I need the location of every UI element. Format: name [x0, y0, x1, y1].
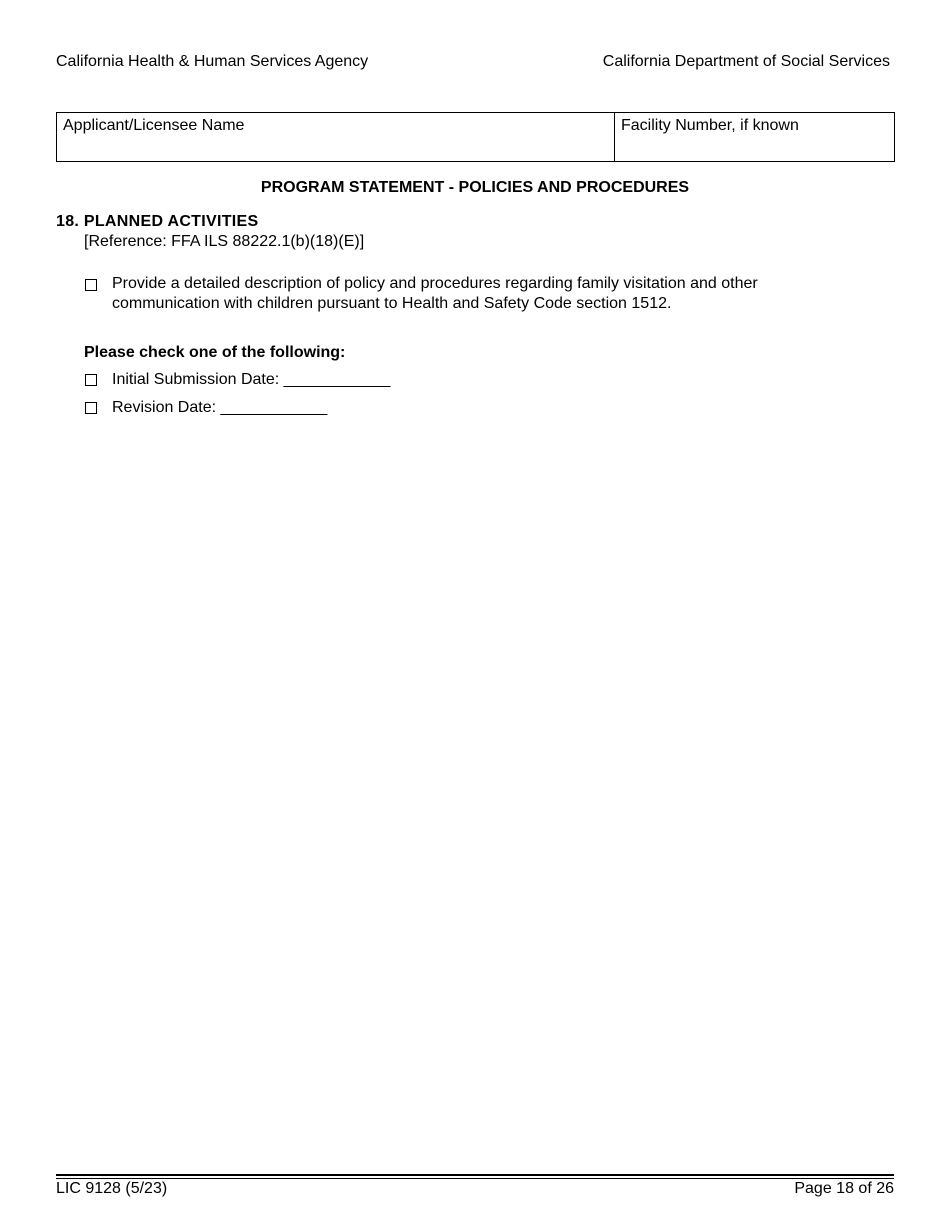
- header-agency: California Health & Human Services Agency: [56, 53, 369, 70]
- instruction-line-1: Provide a detailed description of policy and procedures regarding family visitation and other: [112, 275, 758, 292]
- header-department: California Department of Social Services: [602, 53, 890, 70]
- page-title: PROGRAM STATEMENT - POLICIES AND PROCEDURES: [260, 179, 690, 196]
- initial-submission-date: Initial Submission Date: ____________: [112, 371, 391, 388]
- footer-rule-thin: [56, 1178, 894, 1179]
- cell-divider: [614, 113, 615, 161]
- instruction-line-2: communication with children pursuant to Health and Safety Code section 1512.: [112, 295, 672, 312]
- section-reference: [Reference: FFA ILS 88222.1(b)(18)(E)]: [84, 233, 365, 250]
- initial-submission-checkbox[interactable]: [85, 374, 97, 386]
- form-number: LIC 9128 (5/23): [56, 1180, 168, 1197]
- instruction-checkbox[interactable]: [85, 279, 97, 291]
- footer-rule-thick: [56, 1174, 894, 1176]
- applicant-name-field[interactable]: Applicant/Licensee Name: [63, 117, 245, 134]
- section-heading: 18. PLANNED ACTIVITIES: [56, 213, 259, 230]
- facility-number-field[interactable]: Facility Number, if known: [621, 117, 799, 134]
- revision-date: Revision Date: ____________: [112, 399, 328, 416]
- applicant-info-table: [56, 112, 895, 162]
- page-number: Page 18 of 26: [794, 1180, 894, 1197]
- check-prompt: Please check one of the following:: [84, 344, 346, 361]
- revision-checkbox[interactable]: [85, 402, 97, 414]
